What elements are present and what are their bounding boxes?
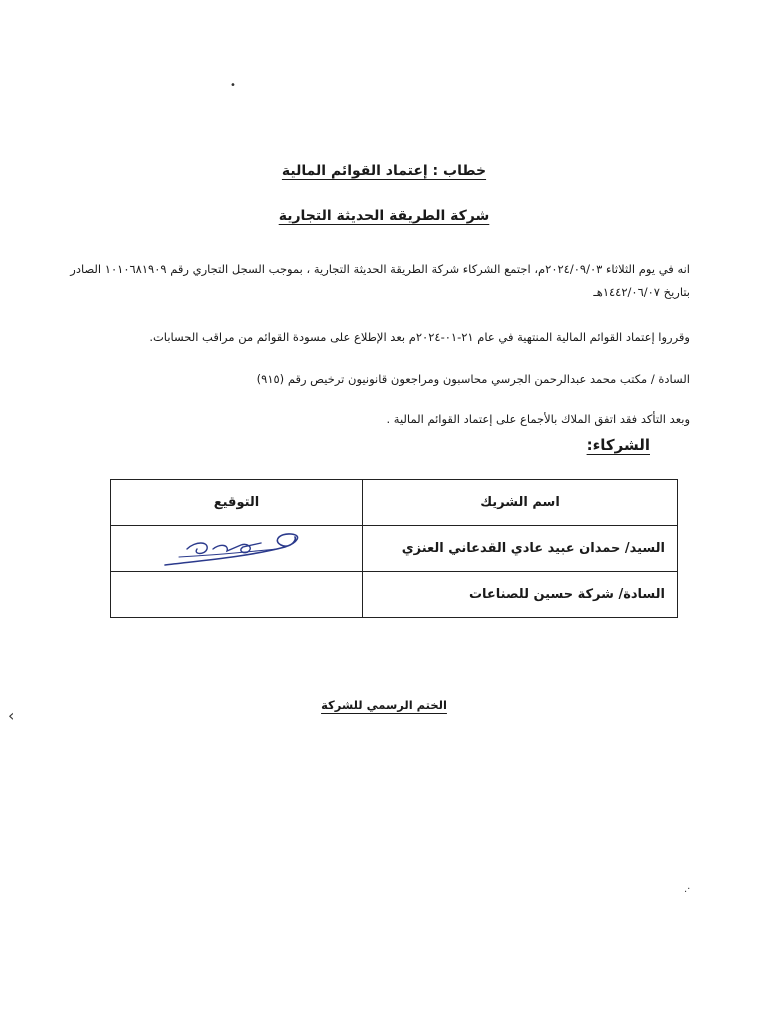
- signature-cell: [111, 526, 363, 572]
- auditor-paragraph: السادة / مكتب محمد عبدالرحمن الجرسي محاسبون ومراجعون قانونيون ترخيص رقم (٩١٥): [256, 371, 690, 386]
- scan-speck: ·.: [684, 884, 691, 895]
- handwritten-signature: [157, 527, 317, 571]
- partners-heading: الشركاء:: [586, 436, 650, 454]
- table-row: [111, 526, 678, 572]
- partners-table: [110, 479, 678, 618]
- partner-name: السادة/ شركة حسين للصناعات: [363, 572, 678, 618]
- column-header-name: اسم الشريك: [363, 480, 678, 526]
- table-row: [111, 572, 678, 618]
- meeting-paragraph: انه في يوم الثلاثاء ٢٠٢٤/٠٩/٠٣م، اجتمع الشركاء شركة الطريقة الحديثة التجارية ، بموجب السجل التجاري رقم ١٠١٠٦٨١٩٠٩ الصادر بتاريخ ١٤٤٢/٠٦/٠٧هـ: [70, 261, 690, 299]
- company-stamp-label: الختم الرسمي للشركة: [321, 698, 447, 712]
- scan-speck: •: [230, 80, 236, 91]
- company-name: شركة الطريقة الحديثة التجارية: [278, 208, 490, 224]
- column-header-signature: التوقيع: [111, 480, 363, 526]
- partner-name: السيد/ حمدان عبيد عادي القدعاني العنزي: [363, 526, 678, 572]
- decision-paragraph: وقرروا إعتماد القوائم المالية المنتهية في عام ٢١-٠١-٢٠٢٤م بعد الإطلاع على مسودة القوائم من مراقب الحسابات.: [149, 329, 690, 344]
- table-header-row: [111, 480, 678, 526]
- letter-title: خطاب : إعتماد القوائم المالية: [281, 163, 487, 179]
- agreement-paragraph: وبعد التأكد فقد اتفق الملاك بالأجماع على إعتماد القوائم المالية .: [386, 411, 690, 426]
- scan-edge-mark: ›: [8, 706, 15, 725]
- signature-cell-empty: [111, 572, 363, 618]
